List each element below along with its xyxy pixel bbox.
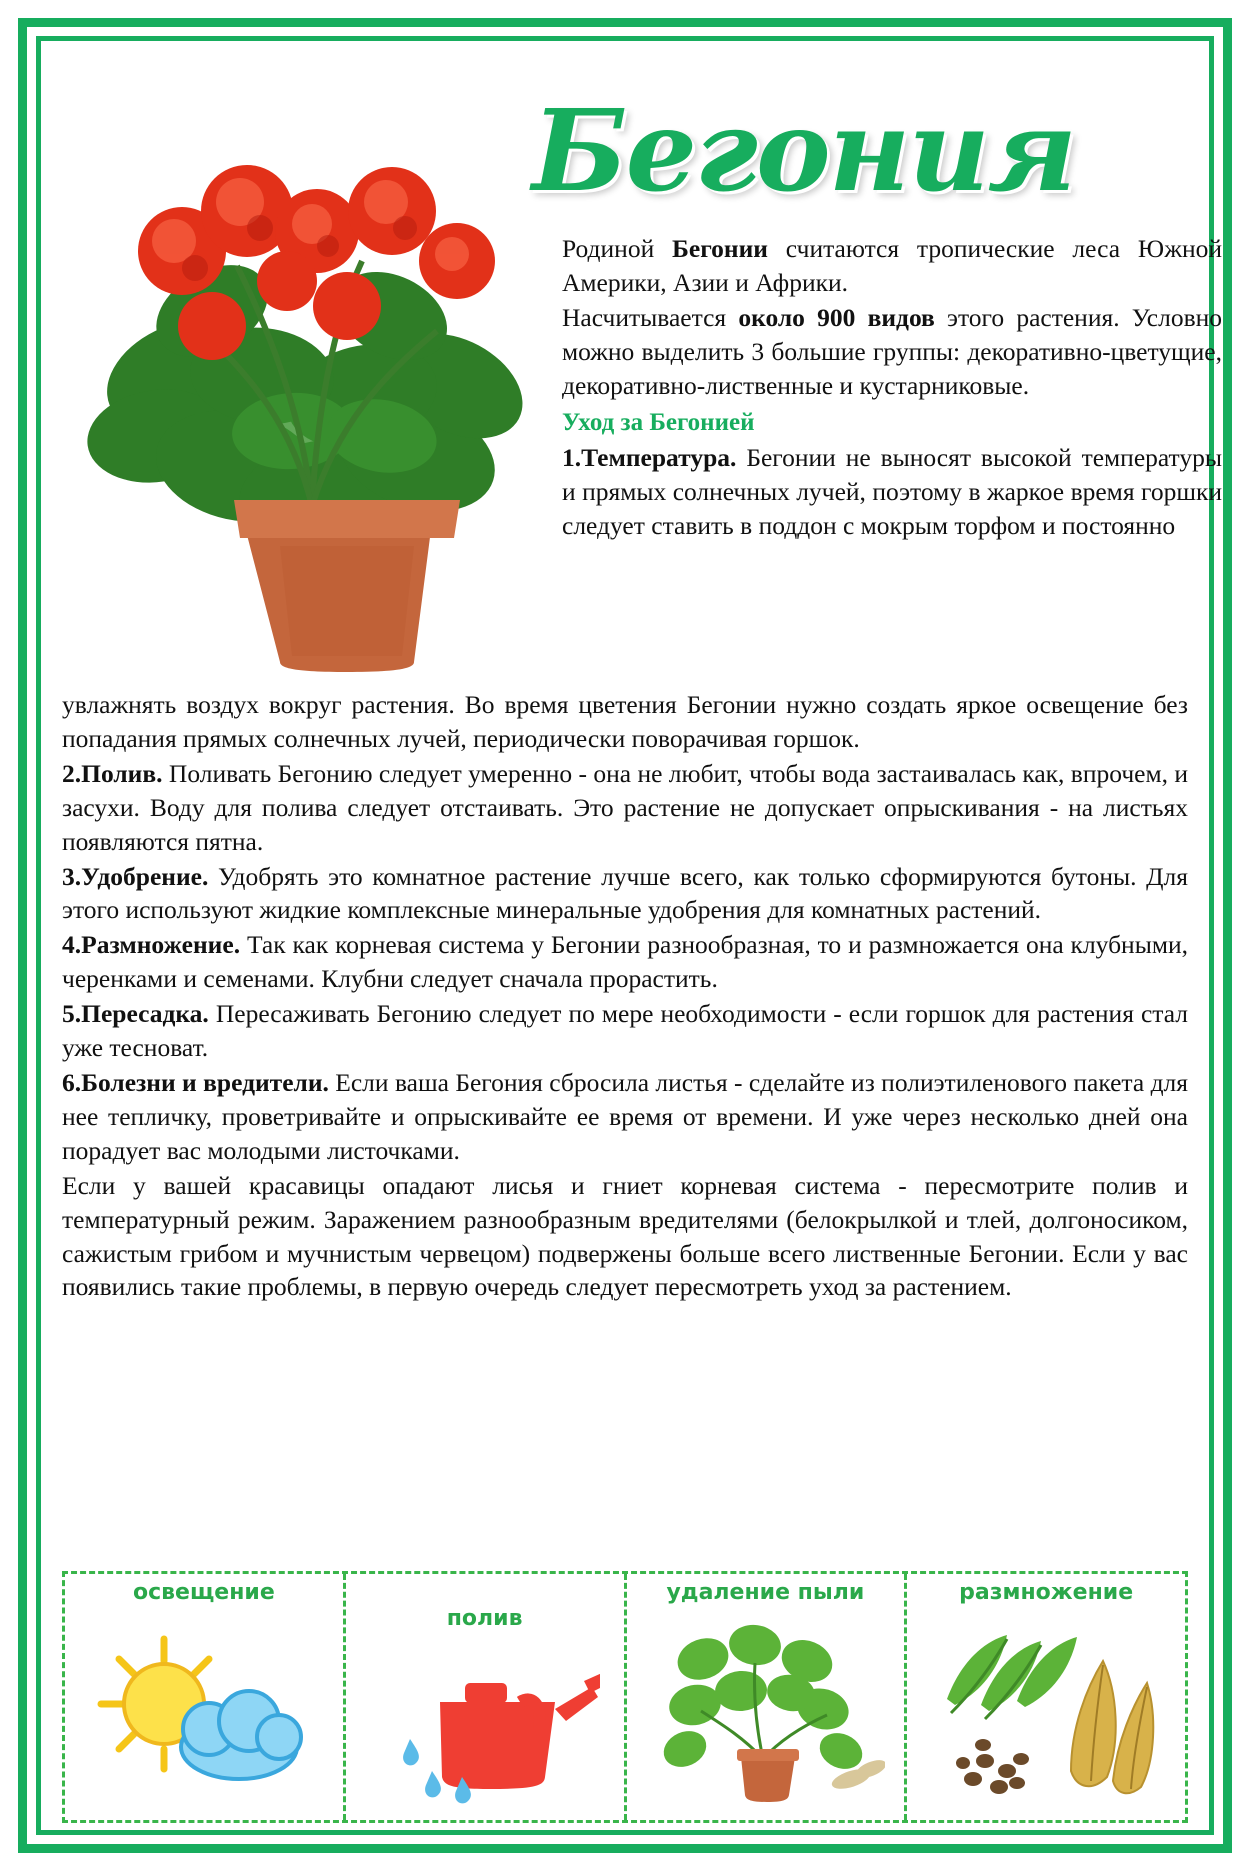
section-6: [62, 1066, 1188, 1168]
intro-text: [562, 232, 1222, 544]
section-2-text: Поливать Бегонию следует умеренно - она не любит, чтобы вода застаивалась как, впрочем, и засухи. Воду для полива следует отстаивать. Это растение не допускает опрыскивания - на листьях появляются пятна.: [62, 758, 1188, 856]
page-title: Бегония: [532, 86, 1075, 217]
icon-label-propagation: размножение: [959, 1580, 1134, 1605]
section-3: [62, 860, 1188, 928]
intro-paragraph-1: Родиной Бегонии считаются тропические леса Южной Америки, Азии и Африки.: [562, 234, 1222, 297]
section-4-label: 4.Размножение.: [62, 930, 241, 960]
section-1-label: 1.Температура.: [562, 443, 737, 473]
section-6-label: 6.Болезни и вредители.: [62, 1067, 329, 1097]
section-1-head-text: Бегонии не выносят высокой температуры и прямых солнечных лучей, поэтому в жаркое время горшки следует ставить в поддон с мокрым торфом и постоянно: [562, 443, 1222, 540]
propagation-icon: [907, 1607, 1185, 1820]
begonia-photo: [62, 76, 562, 676]
closing-paragraph: Если у вашей красавицы опадают лисья и гниет корневая система - пересмотрите полив и температурный режим. Заражением разнообразным вредителями (белокрылкой и тлей, долгоносиком, сажистым грибом и мучнистым червецом) подвержены больше всего лиственные Бегонии. Если у вас появились такие проблемы, в первую очередь следует пересмотреть уход за растением.: [62, 1170, 1188, 1302]
header-block: [62, 54, 1223, 694]
leaf-dusting-icon: [627, 1607, 905, 1820]
section-1-rest: увлажнять воздух вокруг растения. Во время цветения Бегонии нужно создать яркое освещение без попадания прямых солнечных лучей, периодически поворачивая горшок.: [62, 690, 1188, 753]
icon-cell-propagation: [907, 1574, 1185, 1820]
care-icon-strip: [62, 1571, 1188, 1823]
section-3-label: 3.Удобрение.: [62, 861, 209, 891]
section-6-text: Если ваша Бегония сбросила листья - сделайте из полиэтиленового пакета для нее тепличку, проветривайте и опрыскивайте ее время от времени. И уже через несколько дней она порадует вас молодыми листочками.: [62, 1067, 1188, 1165]
body-text: [62, 688, 1188, 1304]
sun-cloud-icon: [65, 1607, 343, 1820]
icon-label-dusting: удаление пыли: [666, 1580, 865, 1605]
section-1-head: [562, 441, 1222, 542]
section-5: [62, 997, 1188, 1065]
intro-bold-begonia: Бегонии: [672, 234, 768, 263]
icon-cell-dusting: [627, 1574, 908, 1820]
section-5-text: Пересаживать Бегонию следует по мере необходимости - если горшок для растения стал уже тесноват.: [62, 999, 1188, 1063]
care-heading: Уход за Бегонией: [562, 409, 755, 437]
intro-paragraph-2: Насчитывается около 900 видов этого растения. Условно можно выделить 3 большие группы: декоративно-цветущие, декоративно-лиственные и кустарниковые.: [562, 303, 1223, 400]
icon-label-watering: полив: [446, 1606, 523, 1631]
icon-cell-lighting: [65, 1574, 346, 1820]
intro-bold-species: около 900 видов: [738, 303, 935, 333]
section-4-text: Так как корневая система у Бегонии разнообразная, то и размножается она клубными, черенками и семенами. Клубни следует сначала прорастить.: [62, 930, 1188, 994]
watering-can-icon: [346, 1633, 624, 1820]
icon-label-lighting: освещение: [132, 1580, 275, 1605]
poster-content: [52, 48, 1223, 1825]
section-4: [62, 928, 1188, 996]
section-2: [62, 757, 1188, 859]
icon-cell-watering: [346, 1574, 627, 1820]
section-2-label: 2.Полив.: [62, 758, 163, 788]
section-3-text: Удобрять это комнатное растение лучше всего, как только сформируются бутоны. Для этого используют жидкие комплексные минеральные удобрения для комнатных растений.: [62, 861, 1188, 925]
section-5-label: 5.Пересадка.: [62, 999, 209, 1029]
